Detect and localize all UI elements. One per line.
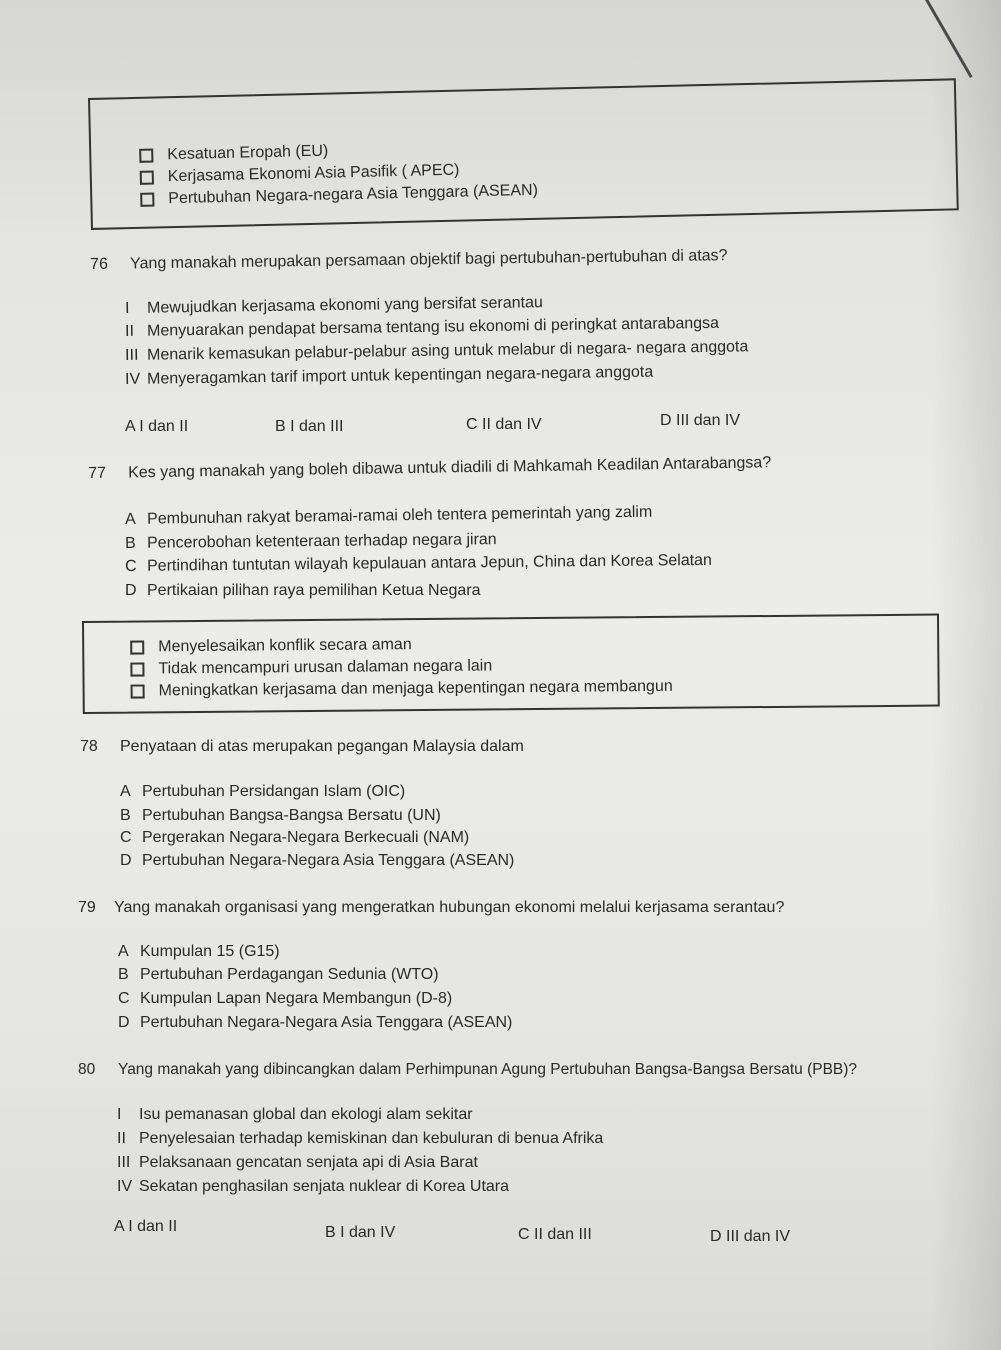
question-number: 79 [78, 899, 96, 916]
answer-option[interactable]: D III dan IV [660, 412, 741, 429]
answer-option[interactable]: B Pertubuhan Perdagangan Sedunia (WTO) [118, 966, 439, 983]
question-text: Yang manakah yang dibincangkan dalam Perhimpunan Agung Pertubuhan Bangsa-Bangsa Bersatu (PBB)? [118, 1061, 858, 1078]
question-number: 78 [80, 738, 98, 755]
statement-item: III Pelaksanaan gencatan senjata api di Asia Barat [117, 1154, 478, 1171]
question-76 [90, 247, 728, 274]
question-number: 76 [90, 255, 109, 273]
question-text: Yang manakah merupakan persamaan objektif bagi pertubuhan-pertubuhan di atas? [129, 247, 728, 273]
checkbox-square-icon [140, 171, 154, 185]
answer-option[interactable]: C Pergerakan Negara-Negara Berkecuali (NAM) [120, 829, 470, 846]
statement-item: IV Menyeragamkan tarif import untuk kepentingan negara-negara anggota [125, 363, 654, 388]
checkbox-square-icon [139, 149, 153, 163]
organisations-box [88, 78, 959, 230]
answer-option[interactable]: A Pembunuhan rakyat beramai-ramai oleh tentera pemerintah yang zalim [125, 503, 653, 528]
box-item: Tidak mencampuri urusan dalaman negara lain [130, 654, 672, 681]
answer-option[interactable]: B I dan IV [325, 1224, 396, 1241]
checkbox-square-icon [130, 662, 144, 676]
statement-item: I Isu pemanasan global dan ekologi alam sekitar [117, 1106, 473, 1123]
box-item: Pertubuhan Negara-negara Asia Tenggara (ASEAN) [140, 180, 538, 211]
answer-option[interactable]: C II dan III [518, 1226, 592, 1243]
box-item: Menyelesaikan konflik secara aman [130, 632, 672, 659]
question-78 [80, 738, 524, 756]
statement-item: II Penyelesaian terhadap kemiskinan dan kebuluran di benua Afrika [117, 1130, 604, 1147]
box-item: Kesatuan Eropah (EU) [139, 136, 537, 167]
answer-option[interactable]: A I dan II [114, 1218, 178, 1235]
statement-item: III Menarik kemasukan pelabur-pelabur asing untuk melabur di negara- negara anggota [125, 338, 749, 364]
question-text: Yang manakah organisasi yang mengeratkan hubungan ekonomi melalui kerjasama serantau? [114, 899, 785, 916]
answer-option[interactable]: A Pertubuhan Persidangan Islam (OIC) [120, 783, 406, 800]
answer-option[interactable]: C Pertindihan tuntutan wilayah kepulauan antara Jepun, China dan Korea Selatan [125, 551, 713, 575]
answer-option[interactable]: C Kumpulan Lapan Negara Membangun (D-8) [118, 990, 453, 1007]
statements-box [82, 614, 940, 714]
question-80 [78, 1061, 857, 1079]
question-number: 80 [78, 1061, 96, 1078]
statement-item: II Menyuarakan pendapat bersama tentang isu ekonomi di peringkat antarabangsa [125, 314, 720, 340]
question-text: Kes yang manakah yang boleh dibawa untuk diadili di Mahkamah Keadilan Antarabangsa? [127, 454, 772, 482]
answer-option[interactable]: D Pertubuhan Negara-Negara Asia Tenggara (ASEAN) [118, 1014, 513, 1031]
question-number: 77 [88, 464, 107, 482]
answer-option[interactable]: D Pertubuhan Negara-Negara Asia Tenggara (ASEAN) [120, 852, 515, 869]
checkbox-square-icon [131, 684, 145, 698]
checkbox-square-icon [130, 640, 144, 654]
checkbox-square-icon [140, 193, 154, 207]
statement-item: IV Sekatan penghasilan senjata nuklear di Korea Utara [117, 1178, 510, 1195]
answer-option[interactable]: D III dan IV [710, 1228, 791, 1245]
answer-option[interactable]: A Kumpulan 15 (G15) [118, 943, 280, 960]
answer-option[interactable]: B Pencerobohan ketenteraan terhadap negara jiran [125, 531, 497, 552]
box-item: Kerjasama Ekonomi Asia Pasifik ( APEC) [140, 158, 538, 189]
answer-option[interactable]: B Pertubuhan Bangsa-Bangsa Bersatu (UN) [120, 807, 441, 824]
answer-option[interactable]: A I dan II [125, 418, 189, 435]
question-77 [88, 454, 771, 483]
answer-option[interactable]: C II dan IV [466, 416, 542, 433]
question-79 [78, 899, 784, 917]
answer-option[interactable]: B I dan III [275, 418, 344, 435]
answer-option[interactable]: D Pertikaian pilihan raya pemilihan Ketua Negara [125, 582, 481, 599]
box-item: Meningkatkan kerjasama dan menjaga kepentingan negara membangun [131, 676, 673, 703]
statement-item: I Mewujudkan kerjasama ekonomi yang bersifat serantau [125, 294, 543, 317]
question-text: Penyataan di atas merupakan pegangan Malaysia dalam [120, 738, 524, 755]
